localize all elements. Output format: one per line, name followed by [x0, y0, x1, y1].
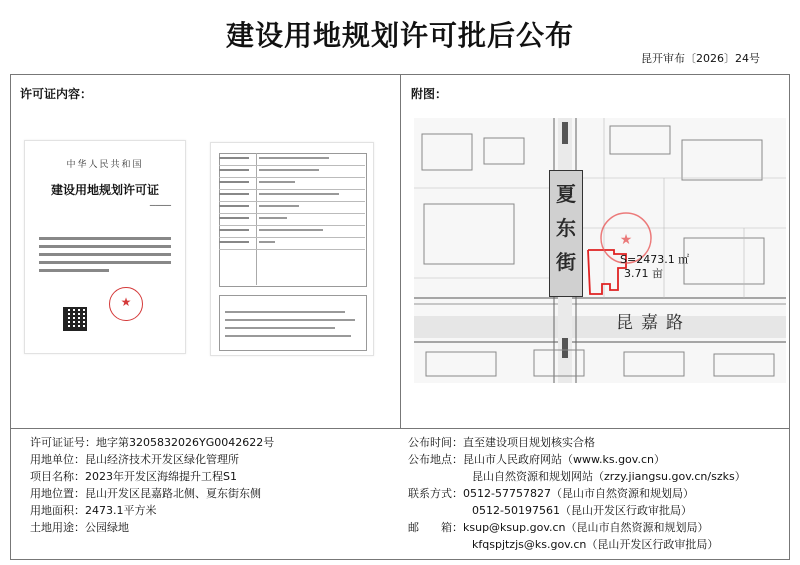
certificate-notes-line [225, 319, 355, 321]
certificate-notes-box [219, 295, 367, 351]
info-value: 地字第3205832026YG0042622号 [96, 436, 275, 449]
info-value: 昆山经济技术开发区绿化管理所 [85, 453, 239, 466]
info-label: 邮 箱： [408, 521, 463, 534]
contact-row-2 [408, 502, 746, 519]
horizontal-divider [10, 428, 790, 429]
publish-time-row [408, 434, 746, 451]
info-value: kfqspjtzjs@ks.gov.cn（昆山开发区行政审批局） [472, 538, 719, 551]
info-label: 用地面积： [30, 504, 85, 517]
certificate-notes-line [225, 335, 351, 337]
info-value: 0512-50197561（昆山开发区行政审批局） [472, 504, 692, 517]
land-user-row [30, 451, 274, 468]
info-value: 2023年开发区海绵提升工程S1 [85, 470, 237, 483]
info-value: 2473.1平方米 [85, 504, 157, 517]
info-value: 昆山自然资源和规划网站（zrzy.jiangsu.gov.cn/szks） [472, 470, 746, 483]
project-name-row [30, 468, 274, 485]
certificate-table-row [219, 237, 365, 250]
vertical-divider [400, 74, 401, 429]
certificate-back-image [210, 142, 374, 356]
street-label-char: 夏 [556, 182, 576, 206]
email-row-2 [408, 536, 746, 553]
info-value: 昆山市人民政府网站（www.ks.gov.cn） [463, 453, 665, 466]
site-map [414, 118, 786, 383]
certificate-country: 中华人民共和国 [66, 160, 144, 170]
street-label-char: 街 [556, 250, 576, 274]
publish-place-row [408, 451, 746, 468]
certificate-text-line [39, 237, 171, 240]
info-label: 许可证证号： [30, 436, 96, 449]
info-label: 联系方式： [408, 487, 463, 500]
info-label: 公布时间： [408, 436, 463, 449]
info-value: 昆山开发区昆嘉路北侧、夏东街东侧 [85, 487, 261, 500]
email-row [408, 519, 746, 536]
certificate-notes-line [225, 327, 335, 329]
contact-row [408, 485, 746, 502]
info-label: 公布地点： [408, 453, 463, 466]
publish-place-row-2 [408, 468, 746, 485]
land-area-row [30, 502, 274, 519]
certificate-title: 建设用地规划许可证 [50, 183, 159, 197]
page-title: 建设用地规划许可批后公布 [225, 19, 574, 52]
document-number: 昆开审布〔2026〕24号 [641, 52, 760, 65]
land-location-row [30, 485, 274, 502]
land-use-row [30, 519, 274, 536]
official-seal-icon [109, 287, 143, 321]
certificate-text-line [39, 261, 171, 264]
info-label: 项目名称： [30, 470, 85, 483]
info-label: 土地用途： [30, 521, 85, 534]
info-label: 用地单位： [30, 453, 85, 466]
certificate-text-line [39, 269, 109, 272]
site-area-sqm: S=2473.1 ㎡ [620, 253, 690, 266]
info-value: ksup@ksup.gov.cn（昆山市自然资源和规划局） [463, 521, 709, 534]
street-label-char: 东 [556, 216, 576, 240]
permit-number-row [30, 434, 274, 451]
certificate-front-image [24, 140, 186, 354]
permit-content-label: 许可证内容： [20, 87, 93, 101]
attached-map-label: 附图： [411, 87, 448, 101]
info-value: 0512-57757827（昆山市自然资源和规划局） [463, 487, 694, 500]
certificate-notes-line [225, 311, 345, 313]
publication-info-list [408, 434, 746, 553]
svg-text:★: ★ [619, 232, 633, 248]
info-label: 用地位置： [30, 487, 85, 500]
site-map-drawing [414, 118, 786, 383]
certificate-serial-mark: ━━━━━━━ [149, 203, 171, 209]
site-area-mu: 3.71 亩 [624, 267, 663, 280]
certificate-text-line [39, 253, 171, 256]
certificate-text-line [39, 245, 171, 248]
road-label: 昆嘉路 [616, 313, 691, 333]
permit-info-list [30, 434, 274, 536]
info-value: 公园绿地 [85, 521, 129, 534]
qr-code-icon [65, 309, 85, 329]
info-value: 直至建设项目规划核实合格 [463, 436, 595, 449]
